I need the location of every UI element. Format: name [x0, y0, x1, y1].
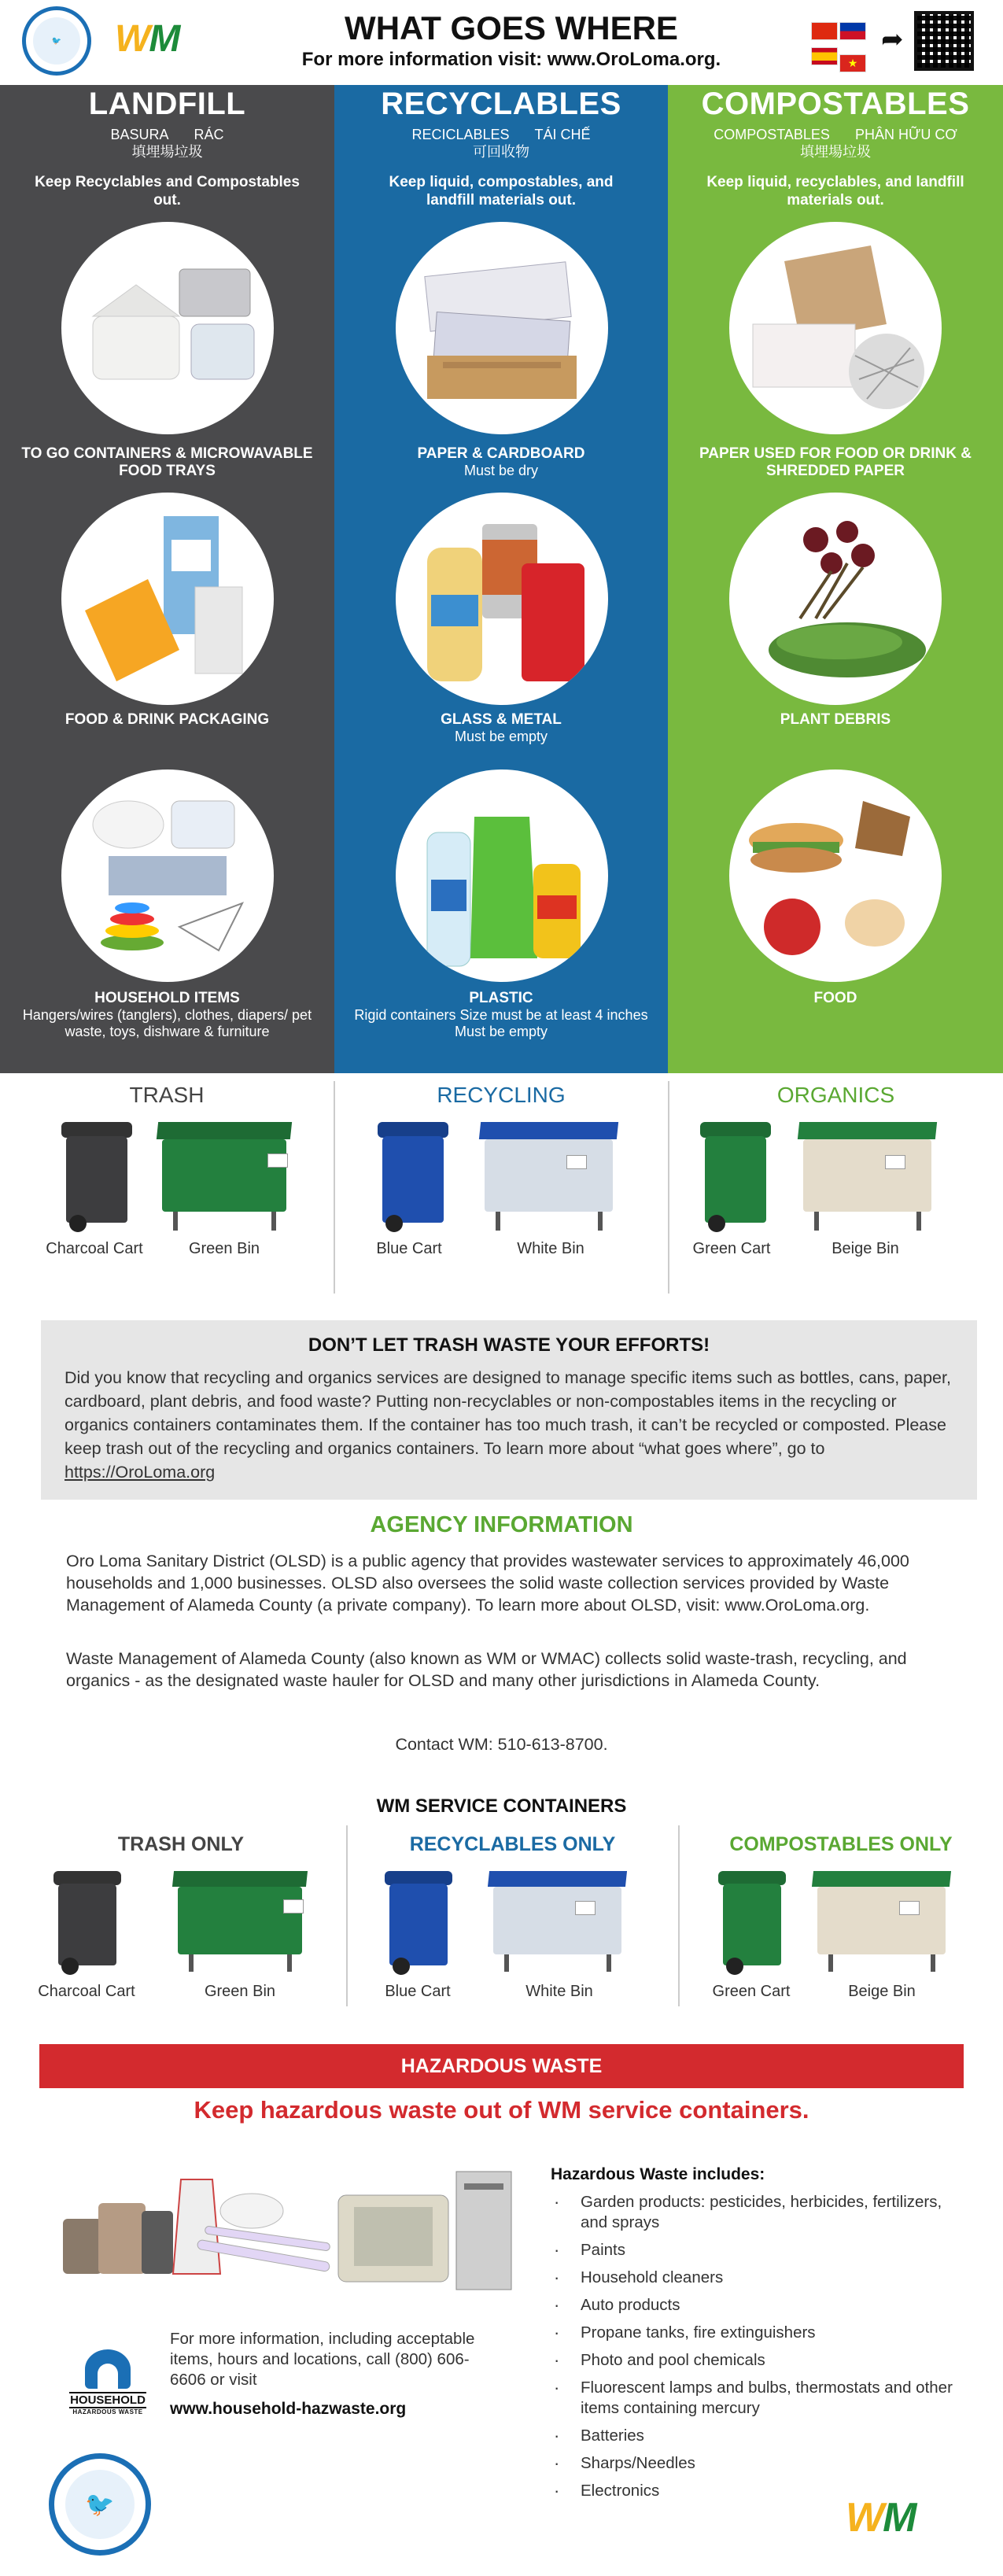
list-item: · Electronics [551, 2481, 960, 2501]
qr-code-icon[interactable] [914, 11, 974, 71]
household-items-image [61, 769, 274, 982]
list-item: · Garden products: pesticides, herbicides, fertilizers, and sprays [551, 2192, 960, 2233]
bin-caption: Green Bin [204, 1983, 276, 2000]
hazardous-waste-subtitle: Keep hazardous waste out of WM service containers. [194, 2096, 809, 2124]
cart-caption: Blue Cart [385, 1983, 451, 2000]
green-bin-image [157, 1122, 291, 1232]
page-title: WHAT GOES WHERE [345, 9, 678, 46]
list-item: · Batteries [551, 2426, 960, 2446]
organics-bins-group [669, 1073, 1003, 1301]
column-title: COMPOSTABLES [701, 87, 970, 121]
bin-caption: White Bin [525, 1983, 593, 2000]
to-go-containers-image [61, 222, 274, 434]
column-title: RECYCLABLES [381, 87, 621, 121]
column-note: Keep liquid, recyclables, and landfill materials out. [706, 174, 964, 209]
list-item: · Sharps/Needles [551, 2453, 960, 2474]
cart-caption: Blue Cart [376, 1240, 442, 1257]
group-title: TRASH [129, 1083, 205, 1107]
language-flags [810, 20, 873, 74]
cart-caption: Charcoal Cart [38, 1983, 135, 2000]
list-item: · Propane tanks, fire extinguishers [551, 2323, 960, 2343]
group-title: ORGANICS [776, 1083, 895, 1107]
oro-loma-logo [22, 6, 91, 76]
oro-loma-footer-logo [49, 2453, 151, 2556]
white-bin-image [489, 1871, 626, 1973]
group-title: COMPOSTABLES ONLY [729, 1833, 953, 1855]
hazardous-list-title: Hazardous Waste includes: [551, 2165, 765, 2183]
plastic-image [396, 769, 608, 982]
hazardous-waste-banner: HAZARDOUS WASTE [39, 2044, 964, 2088]
group-title: TRASH ONLY [117, 1833, 245, 1855]
cart-caption: Green Cart [712, 1983, 791, 2000]
group-title: RECYCLABLES ONLY [409, 1833, 616, 1855]
household-hazwaste-logo: HOUSEHOLD HAZARDOUS WASTE [69, 2349, 146, 2436]
bins-section [0, 1073, 1003, 1301]
landfill-column [0, 85, 334, 1073]
column-note: Keep Recyclables and Compostables out. [35, 174, 300, 209]
household-hazwaste-link[interactable]: www.household-hazwaste.org [170, 2400, 407, 2418]
compostables-only-group [679, 1825, 1003, 2022]
item-label: PLASTIC Rigid containers Size must be at least 4 inches Must be empty [354, 990, 648, 1039]
charcoal-cart-image [61, 1122, 132, 1232]
list-item: · Photo and pool chemicals [551, 2350, 960, 2371]
oroloma-link[interactable]: https://OroLoma.org [65, 1463, 216, 1482]
hazardous-list [551, 2192, 960, 2508]
philippines-flag-icon[interactable] [839, 22, 866, 40]
page-subtitle: For more information visit: www.OroLoma.org. [301, 49, 721, 70]
vietnam-flag-icon[interactable]: ★ [839, 54, 866, 72]
heron-icon: 🐦 [33, 17, 80, 65]
notice-body: Did you know that recycling and organics services are designed to manage specific items such as bottles, cans, paper, cardboard, plant debris, and food waste? Putting non-recyclables or non-compostables items in the recycling or organics containers contaminates them. If the container has too much trash, it can’t be recycled or composted. Please keep trash out of the recycling and organics containers. To learn more about “what goes where”, go to https://OroLoma.org [65, 1368, 951, 1482]
glass-metal-image [396, 493, 608, 705]
item-label: TO GO CONTAINERS & MICROWAVABLE FOOD TRAYS [21, 445, 313, 479]
cart-caption: Charcoal Cart [46, 1240, 143, 1257]
spain-flag-icon[interactable] [811, 47, 838, 65]
bin-caption: Green Bin [188, 1240, 260, 1257]
wm-service-title: WM SERVICE CONTAINERS [376, 1795, 627, 1817]
trash-waste-notice [41, 1320, 977, 1500]
bin-caption: White Bin [517, 1240, 584, 1257]
food-image [729, 769, 942, 982]
green-cart-image [718, 1871, 786, 1973]
list-item: · Household cleaners [551, 2268, 960, 2288]
item-label: FOOD & DRINK PACKAGING [65, 711, 270, 728]
group-title: RECYCLING [437, 1083, 566, 1107]
item-label: PLANT DEBRIS [780, 711, 891, 728]
blue-cart-image [385, 1871, 452, 1973]
bin-caption: Beige Bin [832, 1240, 899, 1257]
page-header [0, 0, 1003, 85]
item-label: HOUSEHOLD ITEMS Hangers/wires (tanglers), clothes, diapers/ pet waste, toys, dishware & furniture [22, 990, 312, 1039]
beige-bin-image [798, 1122, 936, 1232]
green-cart-image [700, 1122, 771, 1232]
agency-paragraph: Waste Management of Alameda County (also known as WM or WMAC) collects solid waste-trash, recycling, and organics - as the designated waste hauler for OLSD and many other jurisdictions in Alameda County. [66, 1649, 907, 1690]
china-flag-icon[interactable] [811, 22, 838, 40]
column-translations: BASURA RÁC 填埋場垃圾 [110, 127, 224, 160]
green-bin-image [173, 1871, 307, 1973]
bin-caption: Beige Bin [848, 1983, 916, 2000]
trash-only-group [16, 1825, 346, 2022]
beige-bin-image [813, 1871, 950, 1973]
share-arrow-icon: ➦ [881, 24, 904, 54]
white-bin-image [480, 1122, 618, 1232]
agency-paragraph: Oro Loma Sanitary District (OLSD) is a public agency that provides wastewater services to approximately 46,000 households and 1,000 businesses. OLSD also oversees the solid waste collection services provided by Waste Management of Alameda County (a private company). To learn more about OLSD, visit: www.OroLoma.org. [66, 1552, 909, 1615]
agency-title: AGENCY INFORMATION [370, 1512, 633, 1537]
column-title: LANDFILL [88, 87, 246, 121]
plant-debris-image [729, 493, 942, 705]
item-label: FOOD [813, 990, 857, 1006]
hazardous-items-image [55, 2156, 535, 2313]
food-paper-image [729, 222, 942, 434]
heron-icon: 🐦 [65, 2470, 135, 2539]
notice-title: DON’T LET TRASH WASTE YOUR EFFORTS! [308, 1334, 710, 1356]
recyclables-only-group [347, 1825, 678, 2022]
sorting-columns [0, 85, 1003, 1073]
list-item: · Fluorescent lamps and bulbs, thermostats and other items containing mercury [551, 2378, 960, 2419]
wm-footer-logo: WM [846, 2495, 916, 2541]
trash-bins-group [0, 1073, 334, 1301]
list-item: · Paints [551, 2240, 960, 2260]
hazardous-info-text: For more information, including acceptable items, hours and locations, call (800) 606-6606 or visit [170, 2330, 475, 2389]
house-icon [85, 2349, 131, 2389]
charcoal-cart-image [53, 1871, 121, 1973]
recyclables-column [334, 85, 668, 1073]
column-translations: RECICLABLES TÁI CHẾ 可回收物 [411, 127, 591, 160]
paper-cardboard-image [396, 222, 608, 434]
column-note: Keep liquid, compostables, and landfill materials out. [389, 174, 614, 209]
item-label: PAPER USED FOR FOOD OR DRINK & SHREDDED PAPER [699, 445, 972, 479]
item-label: PAPER & CARDBOARD Must be dry [417, 445, 585, 478]
compostables-column [668, 85, 1003, 1073]
contact-wm: Contact WM: 510-613-8700. [395, 1735, 608, 1754]
column-translations: COMPOSTABLES PHÂN HỮU CƠ 填埋場垃圾 [714, 127, 957, 160]
food-packaging-image [61, 493, 274, 705]
cart-caption: Green Cart [692, 1240, 771, 1257]
item-label: GLASS & METAL Must be empty [441, 711, 562, 744]
wm-logo: WM [115, 18, 179, 60]
blue-cart-image [378, 1122, 448, 1232]
recycling-bins-group [334, 1073, 668, 1301]
list-item: · Auto products [551, 2295, 960, 2316]
